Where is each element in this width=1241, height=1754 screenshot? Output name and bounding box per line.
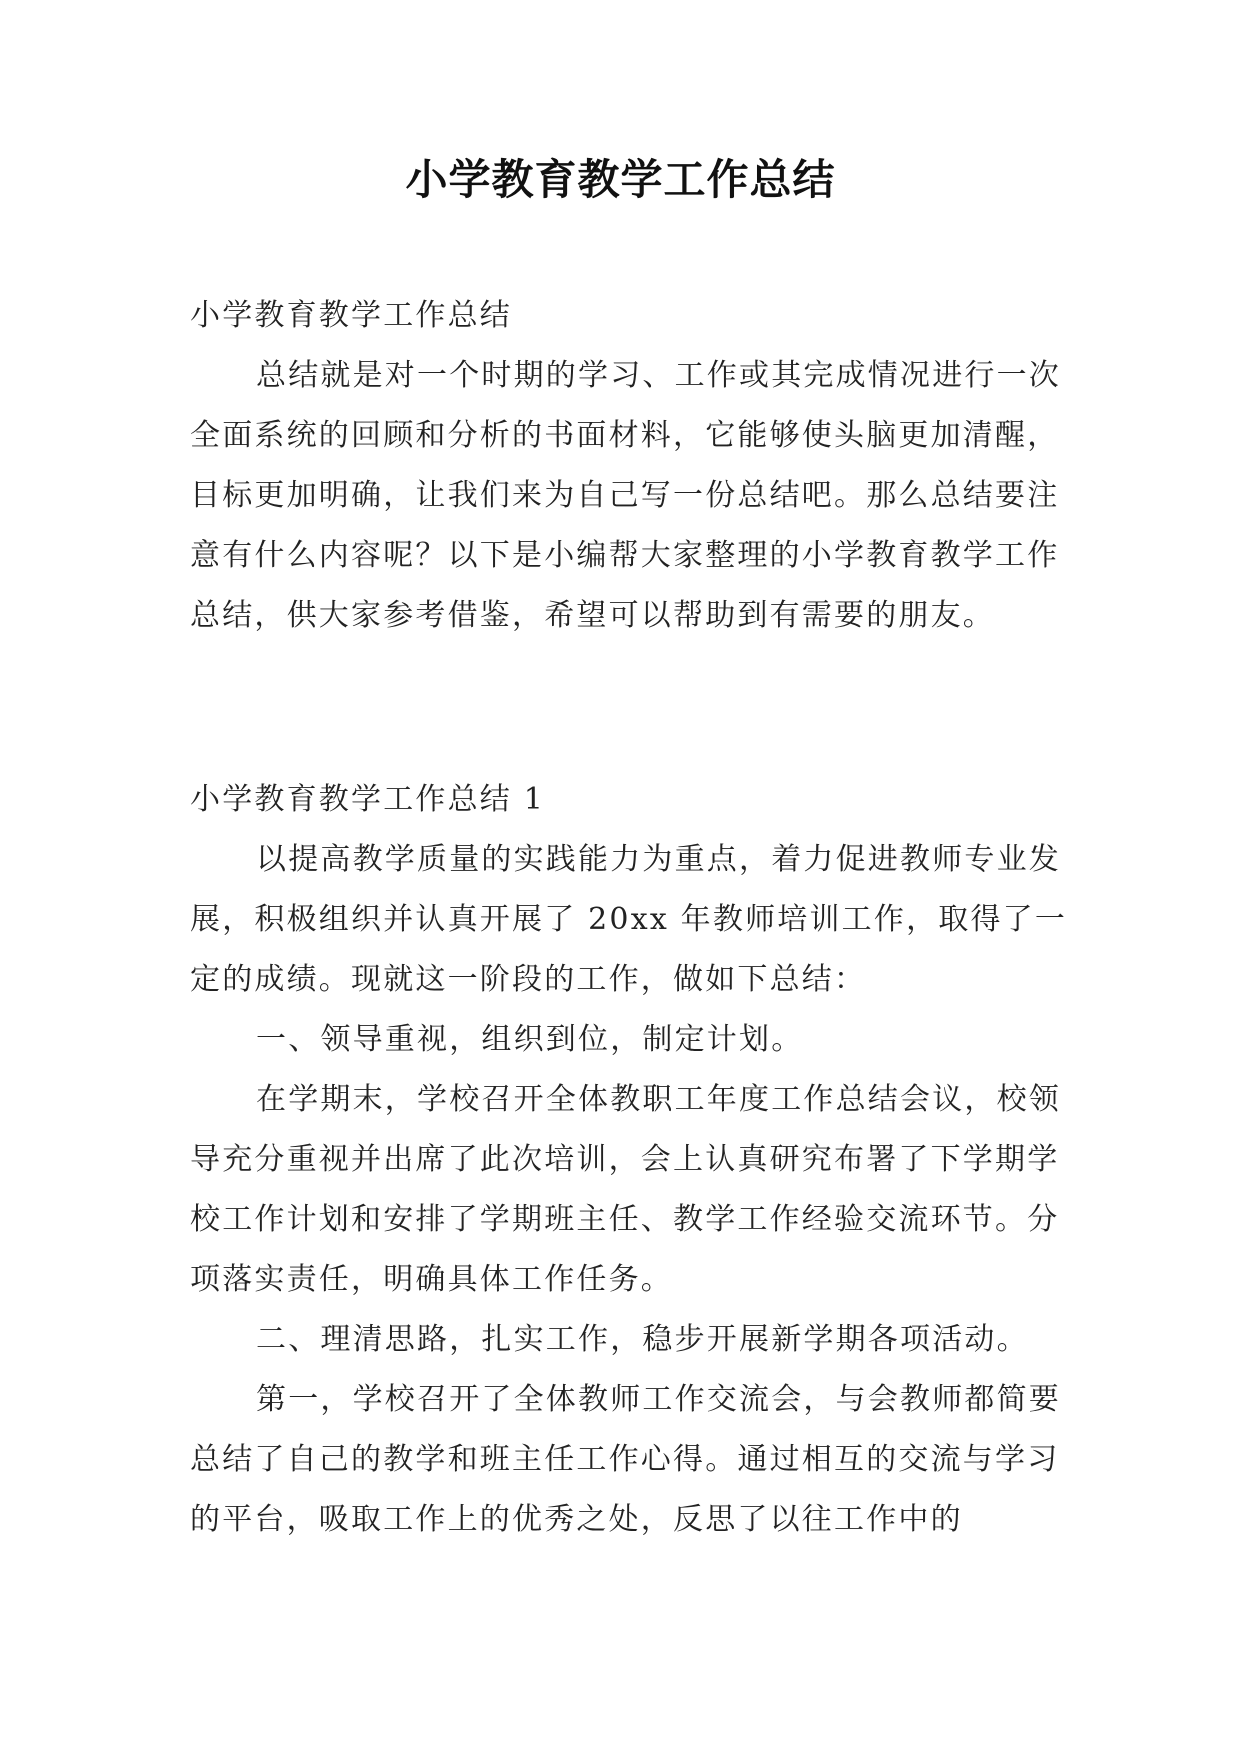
intro-heading: 小学教育教学工作总结: [190, 298, 512, 333]
section1-heading: 小学教育教学工作总结 1: [190, 782, 546, 817]
document-body: [190, 286, 1070, 1550]
section1-paragraph: 在学期末，学校召开全体教职工年度工作总结会议，校领导充分重视并出席了此次培训，会上认真研究布署了下学期学校工作计划和安排了学期班主任、教学工作经验交流环节。分项落实责任，明确具体工作任务。: [190, 1082, 1061, 1297]
section-spacer: [190, 646, 1070, 770]
section1-paragraph: 以提高教学质量的实践能力为重点，着力促进教师专业发展，积极组织并认真开展了 20xx 年教师培训工作，取得了一定的成绩。现就这一阶段的工作，做如下总结：: [190, 842, 1068, 997]
section1-paragraph: 第一，学校召开了全体教师工作交流会，与会教师都简要总结了自己的教学和班主任工作心得。通过相互的交流与学习的平台，吸取工作上的优秀之处，反思了以往工作中的: [190, 1382, 1061, 1537]
section1-subheading: 二、理清思路，扎实工作，稳步开展新学期各项活动。: [256, 1322, 1029, 1357]
intro-paragraph: 总结就是对一个时期的学习、工作或其完成情况进行一次全面系统的回顾和分析的书面材料，它能够使头脑更加清醒，目标更加明确，让我们来为自己写一份总结吧。那么总结要注意有什么内容呢？以下是小编帮大家整理的小学教育教学工作总结，供大家参考借鉴，希望可以帮助到有需要的朋友。: [190, 358, 1061, 633]
section1-subheading: 一、领导重视，组织到位，制定计划。: [256, 1022, 804, 1057]
document-title: 小学教育教学工作总结: [405, 155, 836, 204]
